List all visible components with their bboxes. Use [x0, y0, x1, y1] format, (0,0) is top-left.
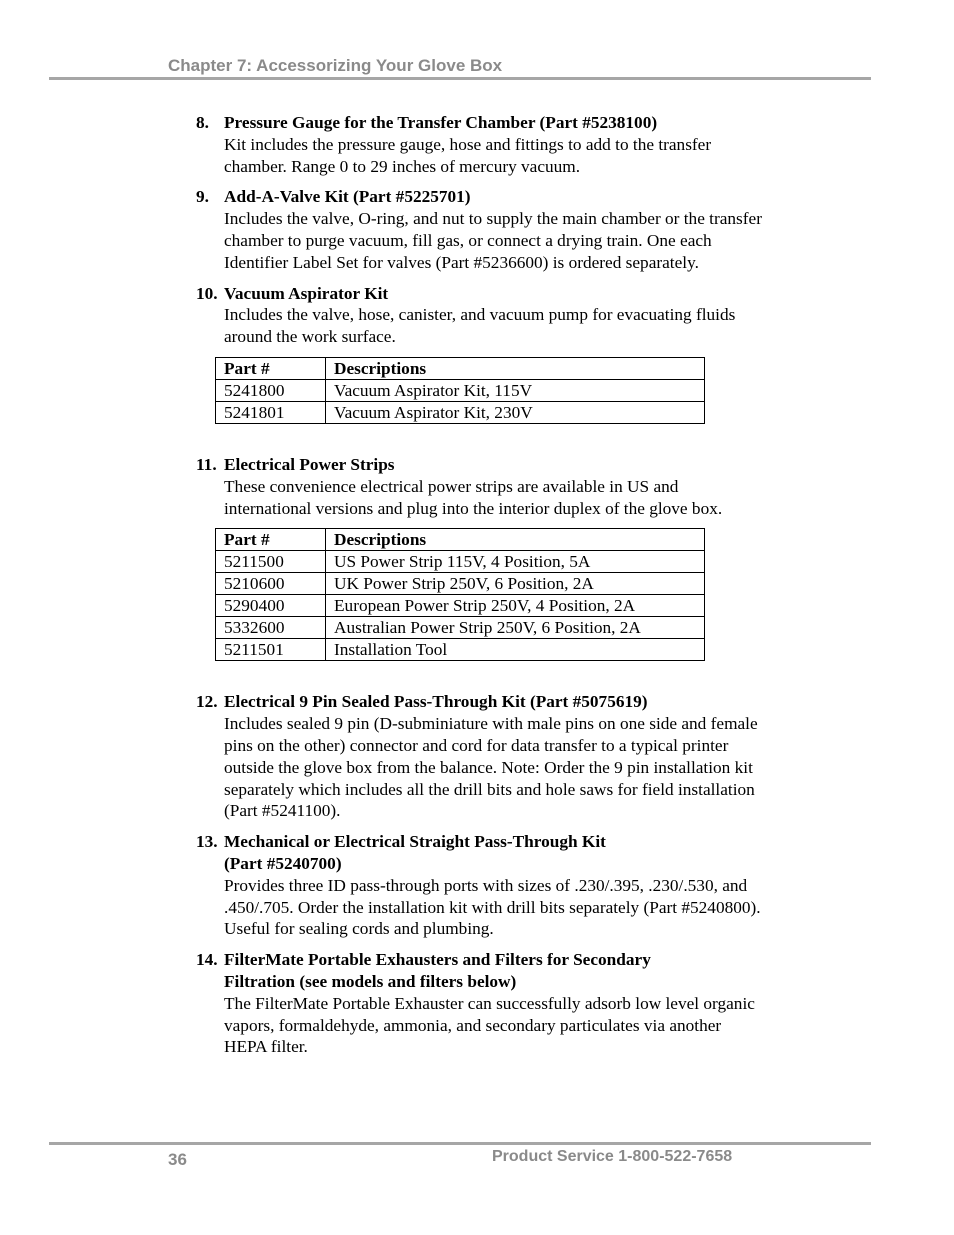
table-row [216, 617, 705, 639]
item-title [224, 454, 766, 476]
table-row [216, 595, 705, 617]
table-row [216, 573, 705, 595]
accessory-item [196, 949, 766, 1058]
item-description: Includes the valve, O-ring, and nut to supply the main chamber or the transfer chamber to purge vacuum, fill gas, or connect a drying train. One each Identifier Label Set for valves (Part #5236600) is ordered separately. [224, 209, 762, 272]
item-title-line: Add-A-Valve Kit (Part #5225701) [224, 187, 471, 207]
item-number: 9. [196, 187, 209, 207]
accessory-item [196, 454, 766, 661]
part-number-cell: 5332600 [216, 617, 326, 639]
item-title [224, 186, 766, 208]
product-service-phone: Product Service 1-800-522-7658 [492, 1148, 733, 1165]
part-number-cell: 5290400 [216, 595, 326, 617]
parts-table [215, 357, 705, 424]
item-title-line: Filtration (see models and filters below) [224, 971, 517, 991]
description-cell: Vacuum Aspirator Kit, 115V [326, 379, 705, 401]
item-title [224, 949, 766, 993]
item-title-line: FilterMate Portable Exhausters and Filters for Secondary [224, 950, 651, 970]
item-number: 11. [196, 454, 217, 474]
item-description: Includes the valve, hose, canister, and vacuum pump for evacuating fluids around the work surface. [224, 305, 736, 347]
part-number-cell: 5241800 [216, 379, 326, 401]
item-title [224, 691, 766, 713]
footer-rule [49, 1142, 871, 1145]
description-cell: Installation Tool [326, 639, 705, 661]
table-row [216, 551, 705, 573]
column-header: Part # [216, 357, 326, 379]
table-row [216, 639, 705, 661]
item-title [224, 112, 766, 134]
part-number-cell: 5211500 [216, 551, 326, 573]
item-title-line: (Part #5240700) [224, 853, 342, 873]
page-number: 36 [168, 1150, 187, 1169]
accessory-item [196, 691, 766, 822]
accessory-item [196, 186, 766, 273]
table-row [216, 401, 705, 423]
item-number: 10. [196, 283, 218, 303]
parts-table [215, 528, 705, 661]
accessory-item [196, 112, 766, 177]
column-header: Descriptions [326, 529, 705, 551]
item-description: The FilterMate Portable Exhauster can successfully adsorb low level organic vapors, formaldehyde, ammonia, and secondary particulates via another HEPA filter. [224, 993, 755, 1057]
column-header: Descriptions [326, 357, 705, 379]
description-cell: US Power Strip 115V, 4 Position, 5A [326, 551, 705, 573]
item-title [224, 831, 766, 875]
item-description: These convenience electrical power strips are available in US and international versions and plug into the interior duplex of the glove box. [224, 476, 723, 518]
column-header: Part # [216, 529, 326, 551]
item-number: 13. [196, 832, 218, 852]
item-title [224, 283, 766, 305]
page-content [196, 112, 766, 1067]
item-description: Kit includes the pressure gauge, hose and fittings to add to the transfer chamber. Range 0 to 29 inches of mercury vacuum. [224, 134, 712, 176]
item-title-line: Vacuum Aspirator Kit [224, 283, 389, 303]
header-rule [49, 77, 871, 80]
description-cell: European Power Strip 250V, 4 Position, 2A [326, 595, 705, 617]
description-cell: Vacuum Aspirator Kit, 230V [326, 401, 705, 423]
table-row [216, 379, 705, 401]
item-title-line: Mechanical or Electrical Straight Pass-Through Kit [224, 832, 606, 852]
part-number-cell: 5241801 [216, 401, 326, 423]
item-number: 12. [196, 692, 218, 712]
part-number-cell: 5211501 [216, 639, 326, 661]
item-title-line: Electrical 9 Pin Sealed Pass-Through Kit (Part #5075619) [224, 692, 648, 712]
accessory-item [196, 283, 766, 424]
description-cell: Australian Power Strip 250V, 6 Position, 2A [326, 617, 705, 639]
item-description: Provides three ID pass-through ports with sizes of .230/.395, .230/.530, and .450/.705. Order the installation kit with drill bits separately (Part #5240800). Useful for sealing cords and plumbing. [224, 875, 761, 939]
description-cell: UK Power Strip 250V, 6 Position, 2A [326, 573, 705, 595]
item-description: Includes sealed 9 pin (D-subminiature with male pins on one side and female pins on the other) connector and cord for data transfer to a typical printer outside the glove box from the balance. Note: Order the 9 pin installation kit separately which includes all the drill bits and hole saws for field installation (Part #5241100). [224, 714, 758, 821]
item-title-line: Pressure Gauge for the Transfer Chamber (Part #5238100) [224, 113, 658, 132]
accessory-item [196, 831, 766, 940]
item-number: 14. [196, 950, 218, 970]
item-title-line: Electrical Power Strips [224, 454, 395, 474]
table-header-row [216, 357, 705, 379]
item-number: 8. [196, 113, 209, 132]
part-number-cell: 5210600 [216, 573, 326, 595]
table-header-row [216, 529, 705, 551]
chapter-header: Chapter 7: Accessorizing Your Glove Box [168, 56, 503, 75]
